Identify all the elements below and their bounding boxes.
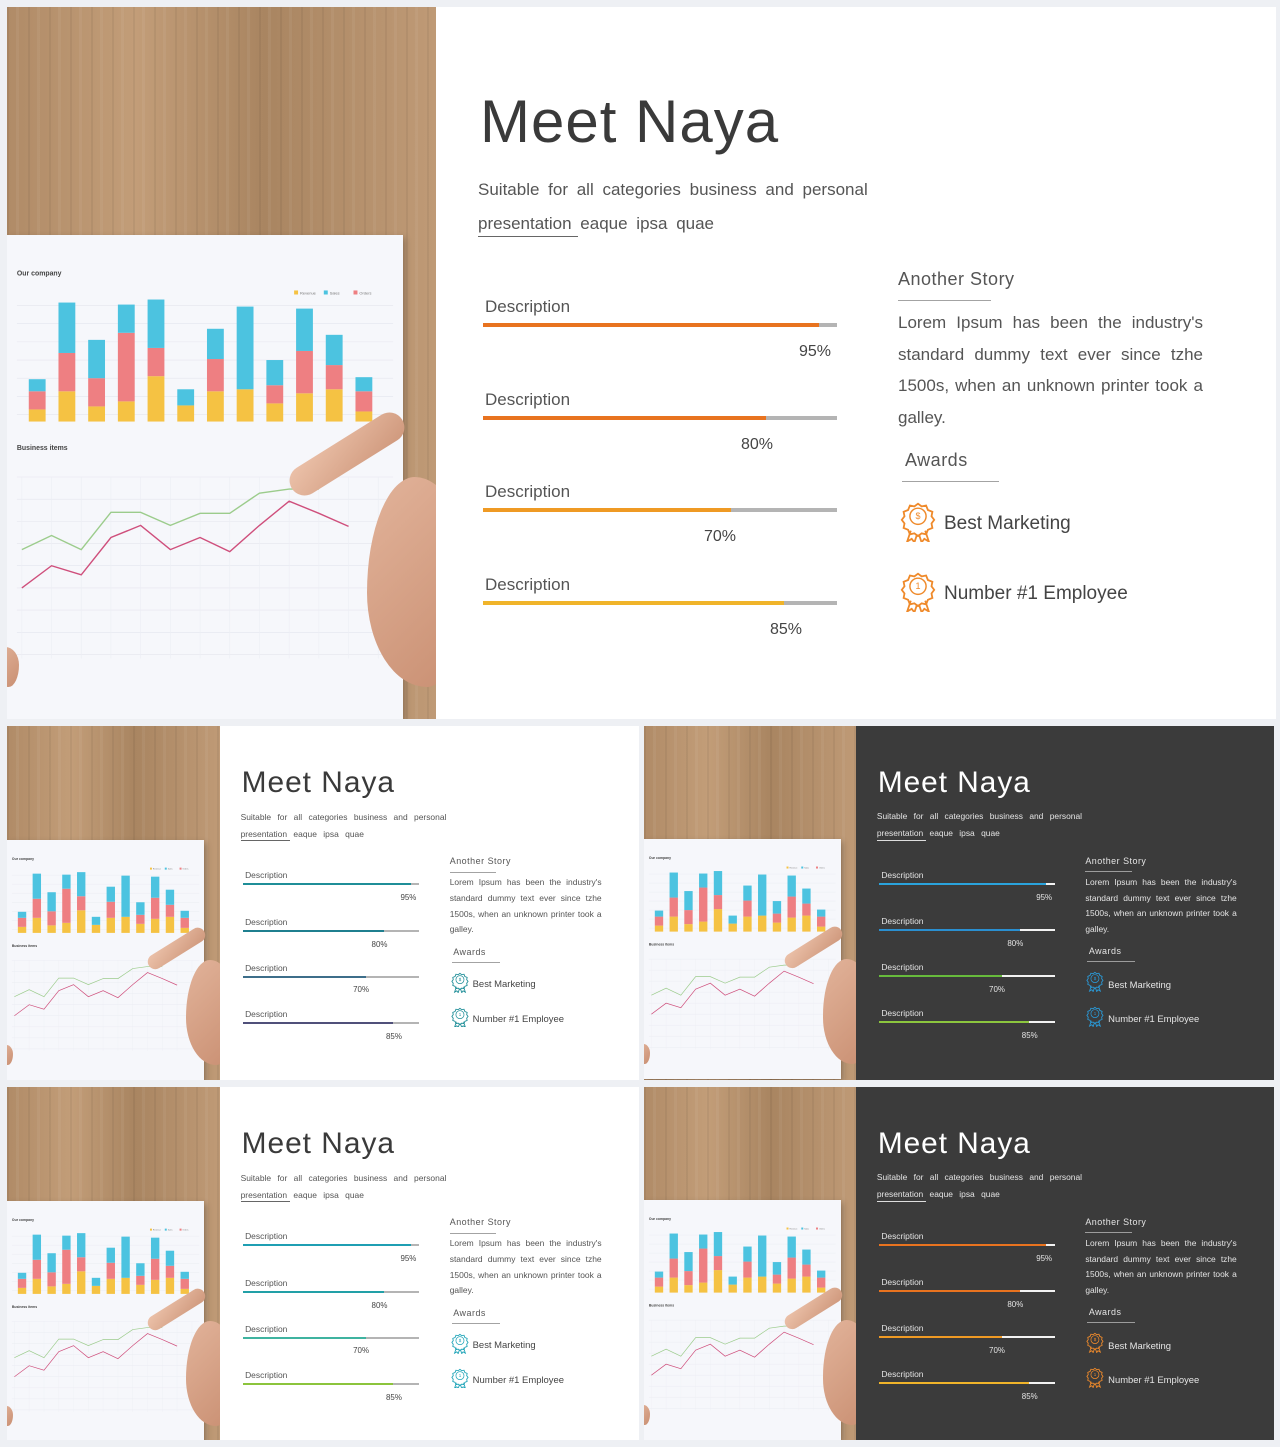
svg-text:Orders: Orders <box>182 1229 189 1232</box>
award-2 <box>451 1007 564 1033</box>
page-title: Meet Naya <box>241 765 396 799</box>
subtitle-underline <box>877 1201 927 1202</box>
bar-fill <box>243 883 410 885</box>
svg-text:Revenue: Revenue <box>300 290 316 296</box>
awards-underline <box>902 481 999 482</box>
svg-text:Revenue: Revenue <box>152 868 161 871</box>
bar-label: Description <box>881 1322 924 1333</box>
subtitle <box>877 808 1082 842</box>
subtitle-underline <box>241 840 291 841</box>
bar-fill <box>879 1382 1028 1384</box>
story-heading: Another Story <box>449 856 511 867</box>
bar-track <box>879 1290 1055 1292</box>
award-1 <box>451 1333 536 1359</box>
bar-track <box>483 601 837 605</box>
number-one-medal-icon <box>1086 1006 1104 1032</box>
awards-underline <box>1087 1322 1135 1323</box>
bar-fill <box>243 1291 384 1293</box>
story-heading: Another Story <box>898 269 1015 289</box>
hero-photo <box>7 726 220 1080</box>
chart-paper <box>7 1201 204 1440</box>
award-label: Best Marketing <box>472 1340 536 1352</box>
bar-percent: 95% <box>400 1254 417 1264</box>
progress-bar-3 <box>483 482 837 542</box>
bar-track <box>243 930 419 932</box>
bar-track <box>243 976 419 978</box>
awards-heading: Awards <box>1088 945 1122 956</box>
bar-track <box>243 1337 419 1339</box>
story-text: Lorem Ipsum has been the industry's standard dummy text ever since tzhe 1500s, when an unknown printer took a galley. <box>1085 876 1237 934</box>
number-one-medal-icon <box>451 1007 469 1033</box>
bar-label: Description <box>881 1007 924 1018</box>
story-underline <box>898 300 991 301</box>
svg-text:1: 1 <box>1094 1010 1097 1016</box>
bar-fill <box>879 1244 1046 1246</box>
progress-bar-2 <box>483 390 837 450</box>
slide-1 <box>7 7 1276 719</box>
subtitle <box>241 1170 447 1204</box>
bar-percent: 70% <box>353 985 370 995</box>
bar-label: Description <box>245 1231 288 1242</box>
slide-4 <box>7 1087 639 1440</box>
bar-percent: 85% <box>1021 1030 1038 1040</box>
story-heading: Another Story <box>1085 1217 1147 1228</box>
page-title: Meet Naya <box>241 1126 396 1160</box>
bar-percent: 70% <box>353 1346 370 1356</box>
award-label: Number #1 Employee <box>472 1375 565 1387</box>
svg-text:$: $ <box>458 1337 461 1343</box>
chart-paper <box>7 235 403 719</box>
slide-content <box>856 726 1274 1080</box>
bar-percent: 80% <box>371 1300 388 1310</box>
award-1 <box>451 972 536 998</box>
subtitle-line-2: presentation eaque ipsa quae <box>240 1189 364 1200</box>
story-underline <box>1085 871 1131 872</box>
bar-label: Description <box>881 869 924 880</box>
svg-text:Our company: Our company <box>648 856 672 861</box>
page-title: Meet Naya <box>877 1126 1031 1160</box>
awards-underline <box>1087 961 1135 962</box>
bar-percent: 95% <box>1036 892 1053 902</box>
svg-text:Business items: Business items <box>11 1304 38 1309</box>
bar-track <box>879 1382 1055 1384</box>
dollar-medal-icon <box>451 1333 469 1359</box>
bar-percent: 85% <box>385 1392 402 1402</box>
dollar-medal-icon <box>451 972 469 998</box>
svg-text:Sales: Sales <box>329 290 340 296</box>
bar-track <box>483 323 837 327</box>
bar-fill <box>243 976 366 978</box>
award-1 <box>900 501 1071 547</box>
award-label: Best Marketing <box>1108 1339 1171 1351</box>
progress-bar-3 <box>243 963 419 993</box>
svg-text:Our company: Our company <box>11 856 35 861</box>
dollar-medal-icon <box>900 501 936 547</box>
bar-percent: 85% <box>385 1031 402 1041</box>
chart-paper <box>644 1200 841 1440</box>
story-text: Lorem Ipsum has been the industry's standard dummy text ever since tzhe 1500s, when an unknown printer took a galley. <box>449 877 602 935</box>
progress-bar-1 <box>483 297 837 357</box>
page-title: Meet Naya <box>877 765 1031 799</box>
subtitle-line-1: Suitable for all categories business and personal <box>240 811 447 822</box>
svg-text:Business items: Business items <box>16 444 68 452</box>
dollar-medal-icon <box>1086 1332 1104 1358</box>
svg-text:Our company: Our company <box>16 270 62 278</box>
hero-photo <box>7 7 436 719</box>
svg-text:Our company: Our company <box>11 1217 35 1222</box>
subtitle-line-1: Suitable for all categories business and personal <box>876 811 1083 822</box>
bar-track <box>879 1336 1055 1338</box>
award-label: Best Marketing <box>472 979 536 991</box>
bar-label: Description <box>245 1369 288 1380</box>
bar-fill <box>879 929 1020 931</box>
progress-bar-3 <box>879 962 1055 992</box>
bar-fill <box>879 1021 1028 1023</box>
number-one-medal-icon <box>1086 1367 1104 1393</box>
progress-bar-2 <box>243 1278 419 1308</box>
slide-5 <box>644 1087 1274 1440</box>
progress-bar-2 <box>879 916 1055 946</box>
dollar-medal-icon <box>1086 971 1104 997</box>
bar-percent: 70% <box>704 528 737 545</box>
bar-label: Description <box>245 870 288 881</box>
award-2 <box>1086 1006 1199 1032</box>
slide-2 <box>7 726 639 1080</box>
svg-text:1: 1 <box>458 1372 461 1378</box>
award-2 <box>900 571 1128 617</box>
progress-bar-1 <box>243 870 419 903</box>
award-2 <box>1086 1367 1199 1393</box>
bar-track <box>243 883 419 885</box>
progress-bar-2 <box>879 1277 1055 1307</box>
progress-bar-3 <box>879 1323 1055 1353</box>
award-label: Number #1 Employee <box>1108 1013 1200 1025</box>
svg-text:Business items: Business items <box>648 1303 675 1308</box>
progress-bar-2 <box>243 917 419 947</box>
chart-paper <box>644 839 841 1079</box>
chart-paper <box>7 840 204 1080</box>
number-one-medal-icon <box>900 571 936 617</box>
story-underline <box>1085 1232 1131 1233</box>
subtitle-line-2: presentation eaque ipsa quae <box>876 828 1000 839</box>
svg-text:Revenue: Revenue <box>789 1228 798 1231</box>
bar-fill <box>243 1383 393 1385</box>
subtitle <box>877 1169 1082 1203</box>
bar-percent: 70% <box>989 984 1005 994</box>
progress-bar-1 <box>243 1231 419 1264</box>
svg-text:Sales: Sales <box>804 1228 810 1231</box>
subtitle <box>478 173 868 241</box>
bar-label: Description <box>881 916 924 927</box>
bar-track <box>879 1021 1055 1023</box>
bar-percent: 95% <box>799 343 832 360</box>
bar-track <box>243 1291 419 1293</box>
bar-percent: 95% <box>400 893 417 903</box>
svg-text:1: 1 <box>458 1011 461 1017</box>
bar-fill <box>879 1290 1020 1292</box>
svg-text:Revenue: Revenue <box>789 867 798 870</box>
hero-photo <box>644 1087 856 1440</box>
bar-label: Description <box>485 575 571 594</box>
svg-text:1: 1 <box>1094 1371 1097 1377</box>
award-1 <box>1086 971 1171 997</box>
awards-underline <box>452 1323 500 1324</box>
subtitle-line-2: presentation eaque ipsa quae <box>240 828 364 839</box>
award-1 <box>1086 1332 1171 1358</box>
svg-text:1: 1 <box>915 580 921 591</box>
bar-track <box>243 1383 419 1385</box>
subtitle-line-1: Suitable for all categories business and personal <box>876 1172 1083 1183</box>
svg-text:Sales: Sales <box>167 1229 173 1232</box>
story-underline <box>450 1233 496 1234</box>
bar-track <box>483 416 837 420</box>
subtitle <box>241 809 447 843</box>
bar-track <box>879 883 1055 885</box>
bar-fill <box>243 1337 366 1339</box>
story-heading: Another Story <box>1085 856 1147 867</box>
bar-track <box>243 1244 419 1246</box>
subtitle-line-2: presentation eaque ipsa quae <box>478 214 715 233</box>
bar-percent: 85% <box>770 621 803 638</box>
svg-text:$: $ <box>915 510 921 521</box>
slide-content <box>220 726 639 1080</box>
awards-underline <box>452 962 500 963</box>
slide-content <box>436 7 1276 719</box>
bar-fill <box>243 1244 410 1246</box>
svg-text:Sales: Sales <box>167 868 173 871</box>
bar-label: Description <box>881 1230 924 1241</box>
award-label: Best Marketing <box>944 513 1071 535</box>
awards-heading: Awards <box>1088 1306 1122 1317</box>
subtitle-line-2: presentation eaque ipsa quae <box>876 1189 1000 1200</box>
award-label: Number #1 Employee <box>472 1014 565 1026</box>
bar-fill <box>879 883 1046 885</box>
story-heading: Another Story <box>449 1217 511 1228</box>
svg-text:$: $ <box>1094 1337 1097 1343</box>
bar-label: Description <box>485 390 571 409</box>
bar-percent: 70% <box>989 1345 1005 1355</box>
bar-track <box>243 1022 419 1024</box>
bar-track <box>879 1244 1055 1246</box>
bar-fill <box>243 930 384 932</box>
bar-label: Description <box>245 1323 288 1334</box>
subtitle-underline <box>241 1201 291 1202</box>
subtitle-underline <box>478 236 578 237</box>
progress-bar-1 <box>879 1231 1055 1261</box>
bar-track <box>483 508 837 512</box>
bar-percent: 95% <box>1036 1253 1053 1263</box>
bar-fill <box>879 1336 1002 1338</box>
story-text: Lorem Ipsum has been the industry's standard dummy text ever since tzhe 1500s, when an unknown printer took a galley. <box>1085 1237 1237 1295</box>
slide-3 <box>644 726 1274 1080</box>
bar-track <box>879 929 1055 931</box>
svg-text:Revenue: Revenue <box>152 1229 161 1232</box>
story-underline <box>450 872 496 873</box>
progress-bar-1 <box>879 870 1055 900</box>
subtitle-underline <box>877 840 927 841</box>
progress-bar-3 <box>243 1324 419 1354</box>
page-title: Meet Naya <box>480 88 780 155</box>
bar-fill <box>243 1022 393 1024</box>
svg-text:Sales: Sales <box>804 867 810 870</box>
award-2 <box>451 1368 564 1394</box>
bar-fill <box>483 601 784 605</box>
svg-text:Orders: Orders <box>182 868 189 871</box>
bar-label: Description <box>245 916 288 927</box>
subtitle-line-1: Suitable for all categories business and personal <box>478 180 868 199</box>
bar-label: Description <box>485 482 571 501</box>
bar-label: Description <box>881 961 924 972</box>
story-text: Lorem Ipsum has been the industry's standard dummy text ever since tzhe 1500s, when an unknown printer took a galley. <box>898 313 1203 427</box>
awards-heading: Awards <box>905 450 968 470</box>
number-one-medal-icon <box>451 1368 469 1394</box>
story-text: Lorem Ipsum has been the industry's standard dummy text ever since tzhe 1500s, when an unknown printer took a galley. <box>449 1238 602 1296</box>
award-label: Number #1 Employee <box>1108 1374 1200 1386</box>
bar-label: Description <box>245 1008 288 1019</box>
bar-label: Description <box>245 1277 288 1288</box>
bar-label: Description <box>881 1368 924 1379</box>
slide-content <box>856 1087 1274 1440</box>
award-label: Number #1 Employee <box>944 583 1128 605</box>
bar-fill <box>879 975 1002 977</box>
bar-fill <box>483 508 731 512</box>
svg-text:Our company: Our company <box>648 1217 672 1222</box>
awards-heading: Awards <box>453 1307 486 1318</box>
awards-heading: Awards <box>453 946 486 957</box>
bar-percent: 80% <box>741 436 774 453</box>
award-label: Best Marketing <box>1108 978 1171 990</box>
subtitle-line-1: Suitable for all categories business and personal <box>240 1172 447 1183</box>
svg-text:$: $ <box>1094 976 1097 982</box>
bar-fill <box>483 323 819 327</box>
bar-percent: 80% <box>1007 938 1024 948</box>
svg-text:Orders: Orders <box>818 1228 825 1231</box>
bar-fill <box>483 416 766 420</box>
svg-text:Business items: Business items <box>11 943 38 948</box>
svg-text:Orders: Orders <box>818 867 825 870</box>
bar-percent: 85% <box>1021 1391 1038 1401</box>
bar-track <box>879 975 1055 977</box>
bar-percent: 80% <box>1007 1299 1024 1309</box>
svg-text:Orders: Orders <box>359 290 372 296</box>
svg-text:Business items: Business items <box>648 942 675 947</box>
hero-photo <box>644 726 856 1080</box>
bar-percent: 80% <box>371 939 388 949</box>
hero-photo <box>7 1087 220 1440</box>
bar-label: Description <box>485 297 571 316</box>
bar-label: Description <box>245 962 288 973</box>
svg-text:$: $ <box>458 976 461 982</box>
slide-content <box>220 1087 639 1440</box>
bar-label: Description <box>881 1277 924 1288</box>
